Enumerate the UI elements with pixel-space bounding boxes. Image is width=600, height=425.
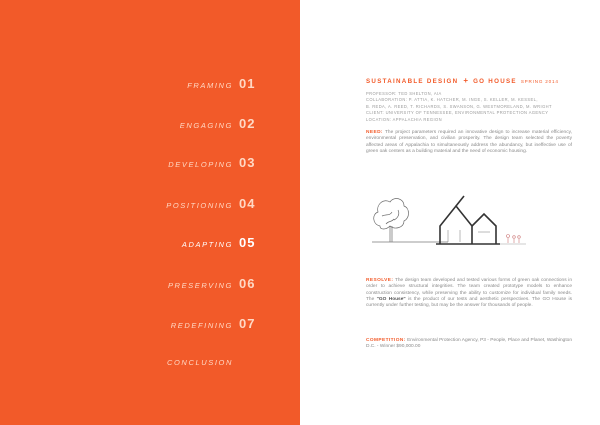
toc-item-adapting[interactable] [182, 235, 259, 250]
project-credits [366, 91, 576, 123]
toc-item-label: PRESERVING [167, 281, 233, 290]
project-name: GO HOUSE [473, 78, 517, 85]
toc-item-number: 05 [239, 235, 256, 250]
need-text: The project parameters required an innovative design to increase material efficiency, environmental preservation, and civilian prosperity. The design team selected the poverty affected areas of Appalachia to simultaneously address the abundancy, but ineffective use of green oak centers as a building material and the need of economic housing. [366, 130, 572, 154]
toc-item-positioning[interactable] [166, 196, 259, 211]
toc-item-label: ENGAGING [179, 121, 233, 130]
toc-item-label: POSITIONING [166, 201, 233, 210]
resolve-paragraph [366, 278, 572, 309]
toc-item-number: 02 [239, 116, 256, 131]
credit-line: B. REDA, A. REED, T. RICHARDS, S. SWANSON, G. WESTMORELAND, M. WRIGHT [366, 103, 552, 109]
project-title: SUSTAINABLE DESIGN [366, 78, 459, 85]
need-paragraph [366, 130, 572, 155]
go-house-emphasis: "GO House" [376, 296, 406, 302]
resolve-text-continued: is the product of our tests and aesthetic perspectives. The GO House is currently under further testing, but may be the answer for thousands of people. [366, 296, 572, 309]
credit-line: CLIENT: UNIVERSITY OF TENNESSEE, ENVIRONMENTAL PROTECTION AGENCY [366, 110, 549, 116]
competition-label: COMPETITION: [366, 338, 406, 343]
toc-item-label: ADAPTING [181, 240, 233, 249]
toc-item-number: 04 [239, 196, 256, 211]
tree-sketch [374, 199, 409, 242]
toc-item-developing[interactable] [168, 155, 259, 170]
toc-item-label: CONCLUSION [166, 358, 233, 367]
toc-item-label: REDEFINING [170, 321, 233, 330]
competition-paragraph [366, 338, 572, 351]
toc-item-preserving[interactable] [168, 276, 259, 291]
toc-item-number: 03 [239, 155, 256, 170]
plus-sign: + [463, 76, 469, 85]
toc-item-label: FRAMING [187, 81, 233, 90]
toc-item-number: 07 [239, 316, 256, 331]
house-section-sketch [368, 186, 528, 256]
house-section [436, 196, 500, 244]
project-season: SPRING 2014 [520, 79, 559, 84]
toc-item-number: 06 [239, 276, 256, 291]
toc-item-framing[interactable] [187, 76, 259, 91]
resolve-text: The design team developed and tested various forms of green oak connections in order to achieve structural integrities. The team created prototype models to enhance construction consistency, while preserving the ability to customize for individual family needs. The [366, 278, 572, 302]
toc-item-number: 01 [239, 76, 256, 91]
interior-marks [448, 230, 490, 242]
resolve-label: RESOLVE: [366, 278, 394, 283]
toc-item-label: DEVELOPING [168, 160, 233, 169]
toc-item-engaging[interactable] [180, 116, 259, 131]
toc-item-conclusion[interactable] [167, 358, 259, 367]
credit-line: COLLABORATION: P. ATTIA, K. HATCHER, M. INGE, S. KELLER, M. KESSEL, [366, 97, 538, 103]
competition-text: Environmental Protection Agency, P3 - People, Place and Planet, Washington D.C. - Winner $90,000.00 [366, 338, 572, 350]
credit-line: LOCATION: APPALACHIA REGION [366, 116, 442, 122]
people-figures [507, 235, 521, 244]
need-label: NEED: [366, 130, 383, 135]
toc-item-redefining[interactable] [171, 316, 259, 331]
credit-line: PROFESSOR: TED SHELTON, AIA [366, 91, 442, 96]
project-title-row [366, 76, 572, 85]
